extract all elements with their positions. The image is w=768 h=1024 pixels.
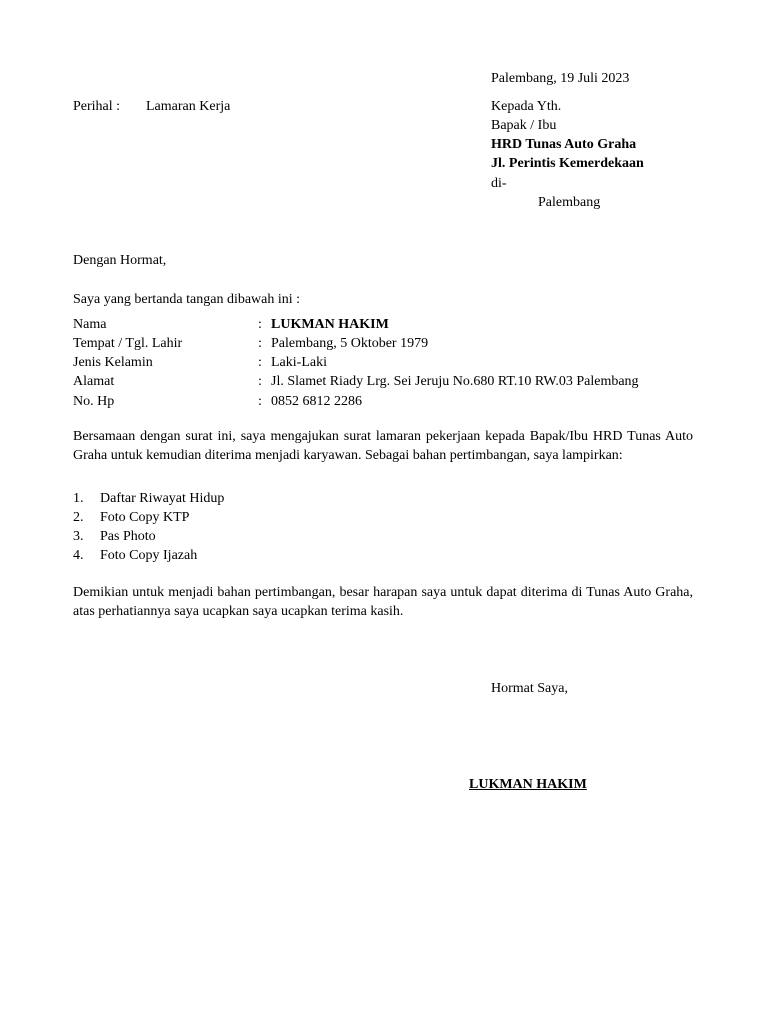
list-number: 1. [73,491,84,506]
letter-date: Palembang, 19 Juli 2023 [491,71,630,86]
signoff: Hormat Saya, [491,681,568,696]
list-text: Pas Photo [100,529,156,544]
recipient-company: HRD Tunas Auto Graha [491,137,637,152]
recipient-line: Kepada Yth. [491,99,562,114]
detail-colon: : [258,394,262,409]
detail-value: 0852 6812 2286 [271,394,362,409]
detail-label: No. Hp [73,394,115,409]
detail-colon: : [258,317,262,332]
detail-row-address [73,372,713,391]
detail-label: Alamat [73,374,115,389]
detail-colon: : [258,374,262,389]
greeting: Dengan Hormat, [73,253,167,268]
detail-value: Laki-Laki [271,355,327,370]
list-text: Foto Copy Ijazah [100,548,198,563]
detail-label: Tempat / Tgl. Lahir [73,336,183,351]
list-text: Foto Copy KTP [100,510,190,525]
detail-row-gender [73,353,713,372]
detail-label: Jenis Kelamin [73,355,153,370]
detail-colon: : [258,336,262,351]
list-number: 3. [73,529,84,544]
detail-value: LUKMAN HAKIM [271,317,389,332]
detail-value: Jl. Slamet Riady Lrg. Sei Jeruju No.680 RT.10 RW.03 Palembang [271,374,639,389]
subject-value: Lamaran Kerja [146,99,231,114]
detail-row-name [73,315,713,334]
list-number: 4. [73,548,84,563]
recipient-city: Palembang [538,195,601,210]
detail-row-birth [73,334,713,353]
closing-paragraph: Demikian untuk menjadi bahan pertimbangan, besar harapan saya untuk dapat diterima di Tunas Auto Graha, atas perhatiannya saya ucapkan saya ucapkan terima kasih. [73,585,693,619]
recipient-line: di- [491,176,507,191]
recipient-street: Jl. Perintis Kemerdekaan [491,156,644,171]
list-number: 2. [73,510,84,525]
detail-label: Nama [73,317,107,332]
intro-text: Saya yang bertanda tangan dibawah ini : [73,292,301,307]
detail-colon: : [258,355,262,370]
signature-name: LUKMAN HAKIM [469,777,587,792]
detail-row-phone [73,392,713,411]
recipient-line: Bapak / Ibu [491,118,557,133]
subject-label: Perihal : [73,99,121,114]
list-text: Daftar Riwayat Hidup [100,491,225,506]
body-paragraph: Bersamaan dengan surat ini, saya mengajukan surat lamaran pekerjaan kepada Bapak/Ibu HRD Tunas Auto Graha untuk kemudian diterima menjadi karyawan. Sebagai bahan pertimbangan, saya lampirkan: [73,429,693,463]
detail-value: Palembang, 5 Oktober 1979 [271,336,429,351]
